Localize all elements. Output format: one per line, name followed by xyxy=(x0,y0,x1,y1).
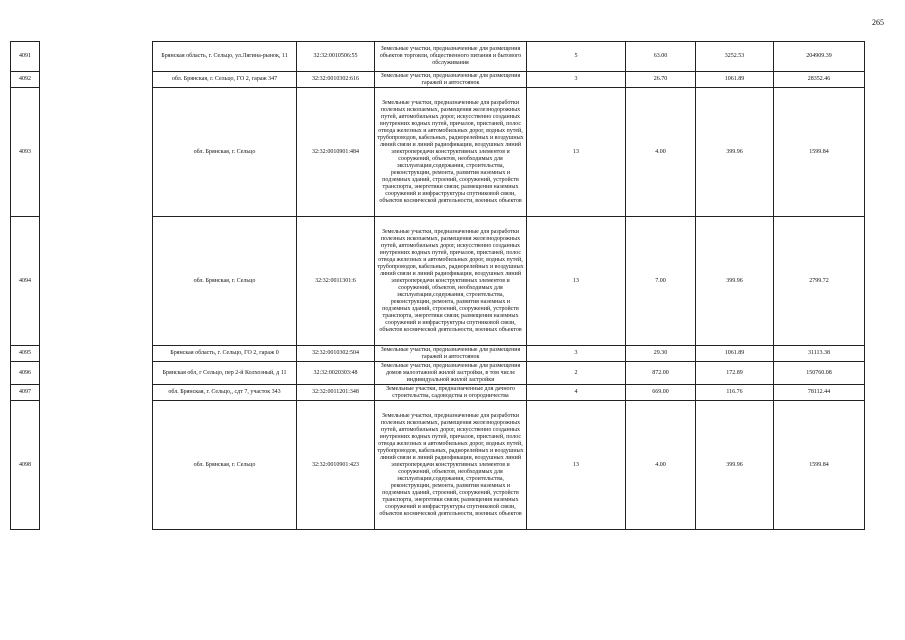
area-cell: 29.30 xyxy=(626,346,696,362)
land-use-cell: Земельные участки, предназначенные для разработки полезных ископаемых, размещения железнодорожных путей, автомобильных дорог, искусственно созданных внутренних водных путей, причалов, пристаней, полос отвода железных и автомобильных дорог, водных путей, трубопроводов, кабельных, радиорелейных и воздушных линий связи и линий радиофикации, воздушных линий электропередачи конструктивных элементов и сооружений, объектов, необходимых для эксплуатации,содержания, строительства, реконструкции, ремонта, развития наземных и подземных зданий, строений, сооружений, устройств транспорта, энергетики связи; размещения наземных сооружений и инфраструктуры спутниковой связи, объектов космической деятельности, военных объектов xyxy=(375,401,527,530)
unit-value-cell: 1061.89 xyxy=(696,346,774,362)
land-use-cell: Земельные участки, предназначенные для разработки полезных ископаемых, размещения железнодорожных путей, автомобильных дорог, искусственно созданных внутренних водных путей, причалов, пристаней, полос отвода железных и автомобильных дорог, водных путей, трубопроводов, кабельных, радиорелейных и воздушных линий связи и линий радиофикации, воздушных линий электропередачи конструктивных элементов и сооружений, объектов, необходимых для эксплуатации,содержания, строительства, реконструкции, ремонта, развития наземных и подземных зданий, строений, сооружений, устройств транспорта, энергетики связи; размещения наземных сооружений и инфраструктуры спутниковой связи, объектов космической деятельности, военных объектов xyxy=(375,217,527,346)
spacer-cell xyxy=(40,346,153,362)
cadastral-value-cell: 78112.44 xyxy=(774,385,865,401)
spacer-cell xyxy=(40,362,153,385)
cadastral-number-cell: 32:32:0011201:348 xyxy=(297,385,375,401)
page-number: 265 xyxy=(872,18,884,27)
unit-value-cell: 1061.89 xyxy=(696,72,774,88)
unit-value-cell: 399.96 xyxy=(696,217,774,346)
cadastral-value-cell: 31113.38 xyxy=(774,346,865,362)
use-code-cell: 2 xyxy=(527,362,626,385)
unit-value-cell: 399.96 xyxy=(696,401,774,530)
address-cell: обл. Брянская, г. Сельцо xyxy=(153,88,297,217)
row-number: 4091 xyxy=(11,42,40,72)
unit-value-cell: 116.76 xyxy=(696,385,774,401)
spacer-cell xyxy=(40,401,153,530)
row-number: 4096 xyxy=(11,362,40,385)
spacer-cell xyxy=(40,217,153,346)
area-cell: 4.00 xyxy=(626,88,696,217)
address-cell: обл. Брянская, г. Сельцо,, сдт 7, участок 343 xyxy=(153,385,297,401)
cadastral-value-cell: 2799.72 xyxy=(774,217,865,346)
table-row xyxy=(11,346,865,362)
area-cell: 4.00 xyxy=(626,401,696,530)
land-use-cell: Земельные участки, предназначенные для дачного строительства, садоводства и огородничества xyxy=(375,385,527,401)
address-cell: Брянская область, г. Сельцо, ГО 2, гараж 0 xyxy=(153,346,297,362)
cadastral-number-cell: 32:32:0010901:484 xyxy=(297,88,375,217)
use-code-cell: 13 xyxy=(527,401,626,530)
cadastral-number-cell: 32:32:0020303:48 xyxy=(297,362,375,385)
table-body xyxy=(11,42,865,530)
land-use-cell: Земельные участки, предназначенные для размещения объектов торговли, общественного питания и бытового обслуживания xyxy=(375,42,527,72)
row-number: 4094 xyxy=(11,217,40,346)
spacer-cell xyxy=(40,42,153,72)
unit-value-cell: 399.96 xyxy=(696,88,774,217)
area-cell: 26.70 xyxy=(626,72,696,88)
cadastral-value-cell: 150760.08 xyxy=(774,362,865,385)
land-use-cell: Земельные участки, предназначенные для размещения домов малоэтажной жилой застройки, в том числе индивидуальной жилой застройки xyxy=(375,362,527,385)
cadastral-number-cell: 32:32:0010302:616 xyxy=(297,72,375,88)
use-code-cell: 4 xyxy=(527,385,626,401)
unit-value-cell: 3252.53 xyxy=(696,42,774,72)
land-use-cell: Земельные участки, предназначенные для разработки полезных ископаемых, размещения железнодорожных путей, автомобильных дорог, искусственно созданных внутренних водных путей, причалов, пристаней, полос отвода железных и автомобильных дорог, водных путей, трубопроводов, кабельных, радиорелейных и воздушных линий связи и линий радиофикации, воздушных линий электропередачи конструктивных элементов и сооружений, объектов, необходимых для эксплуатации,содержания, строительства, реконструкции, ремонта, развития наземных и подземных зданий, строений, сооружений, устройств транспорта, энергетики связи; размещения наземных сооружений и инфраструктуры спутниковой связи, объектов космической деятельности, военных объектов xyxy=(375,88,527,217)
table-row xyxy=(11,88,865,217)
use-code-cell: 3 xyxy=(527,72,626,88)
address-cell: обл. Брянская, г. Сельцо xyxy=(153,217,297,346)
area-cell: 63.00 xyxy=(626,42,696,72)
table-row xyxy=(11,385,865,401)
use-code-cell: 13 xyxy=(527,217,626,346)
use-code-cell: 5 xyxy=(527,42,626,72)
table-row xyxy=(11,401,865,530)
area-cell: 872.00 xyxy=(626,362,696,385)
spacer-cell xyxy=(40,72,153,88)
land-plot-table xyxy=(10,41,865,530)
table-row xyxy=(11,217,865,346)
area-cell: 7.00 xyxy=(626,217,696,346)
unit-value-cell: 172.89 xyxy=(696,362,774,385)
spacer-cell xyxy=(40,385,153,401)
cadastral-number-cell: 32:32:0010901:423 xyxy=(297,401,375,530)
area-cell: 669.00 xyxy=(626,385,696,401)
cadastral-number-cell: 32:32:0010506:55 xyxy=(297,42,375,72)
row-number: 4095 xyxy=(11,346,40,362)
table-row xyxy=(11,362,865,385)
address-cell: обл. Брянская, г. Сельцо xyxy=(153,401,297,530)
row-number: 4092 xyxy=(11,72,40,88)
address-cell: обл. Брянская, г. Сельцо, ГО 2, гараж 347 xyxy=(153,72,297,88)
use-code-cell: 13 xyxy=(527,88,626,217)
row-number: 4098 xyxy=(11,401,40,530)
cadastral-number-cell: 32:32:0010302:504 xyxy=(297,346,375,362)
cadastral-value-cell: 28352.46 xyxy=(774,72,865,88)
cadastral-value-cell: 1599.84 xyxy=(774,401,865,530)
address-cell: Брянская обл, г Сельцо, пер 2-й Колхозный, д 11 xyxy=(153,362,297,385)
cadastral-number-cell: 32:32:0011301:6 xyxy=(297,217,375,346)
table-row xyxy=(11,72,865,88)
row-number: 4097 xyxy=(11,385,40,401)
spacer-cell xyxy=(40,88,153,217)
land-use-cell: Земельные участки, предназначенные для размещения гаражей и автостоянок xyxy=(375,346,527,362)
use-code-cell: 3 xyxy=(527,346,626,362)
table-row xyxy=(11,42,865,72)
address-cell: Брянская область, г. Сельцо, ул.Лягина-рынок, 11 xyxy=(153,42,297,72)
row-number: 4093 xyxy=(11,88,40,217)
cadastral-value-cell: 1599.84 xyxy=(774,88,865,217)
cadastral-value-cell: 204909.39 xyxy=(774,42,865,72)
land-use-cell: Земельные участки, предназначенные для размещения гаражей и автостоянок xyxy=(375,72,527,88)
